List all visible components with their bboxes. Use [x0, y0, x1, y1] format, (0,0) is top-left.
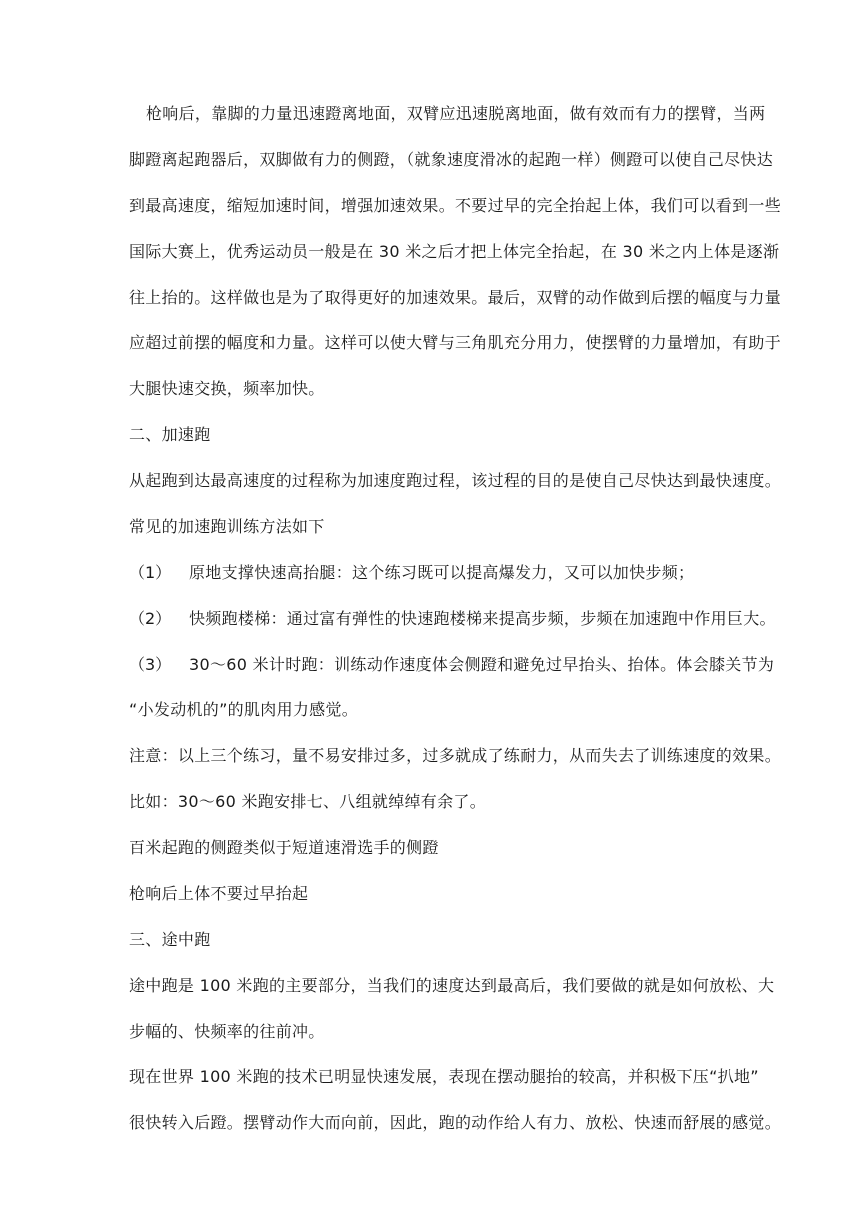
list-text: 原地支撑快速高抬腿：这个练习既可以提高爆发力，又可以加快步频；	[189, 563, 695, 582]
paragraph-line: 常见的加速跑训练方法如下	[129, 517, 325, 536]
paragraph-line: 枪响后，靠脚的力量迅速蹬离地面，双臂应迅速脱离地面，做有效而有力的摆臂，当两	[146, 104, 766, 123]
section-heading: 二、加速跑	[129, 425, 211, 444]
section-heading: 三、途中跑	[129, 930, 211, 949]
note-line: 注意：以上三个练习，量不易安排过多，过多就成了练耐力，从而失去了训练速度的效果。	[129, 746, 782, 765]
list-number: （3）	[129, 655, 172, 674]
paragraph-line: 从起跑到达最高速度的过程称为加速度跑过程，该过程的目的是使自己尽快达到最快速度。	[129, 471, 782, 490]
paragraph-line: 步幅的、快频率的往前冲。	[129, 1022, 325, 1041]
note-line: 比如：30～60 米跑安排七、八组就绰绰有余了。	[129, 792, 487, 811]
paragraph-line: 应超过前摆的幅度和力量。这样可以使大臂与三角肌充分用力，使摆臂的力量增加，有助于	[129, 333, 782, 352]
list-number: （1）	[129, 563, 172, 582]
paragraph-line: 现在世界 100 米跑的技术已明显快速发展，表现在摆动腿抬的较高，并积极下压“扒地”	[129, 1067, 759, 1086]
paragraph-line: 脚蹬离起跑器后，双脚做有力的侧蹬，（就象速度滑冰的起跑一样）侧蹬可以使自己尽快达	[129, 150, 774, 169]
list-text: 30～60 米计时跑：训练动作速度体会侧蹬和避免过早抬头、抬体。体会膝关节为	[189, 655, 775, 674]
list-text: 快频跑楼梯：通过富有弹性的快速跑楼梯来提高步频，步频在加速跑中作用巨大。	[189, 609, 776, 628]
list-number: （2）	[129, 609, 172, 628]
paragraph-line: “小发动机的”的肌肉用力感觉。	[129, 700, 359, 719]
paragraph-line: 途中跑是 100 米跑的主要部分，当我们的速度达到最高后，我们要做的就是如何放松、大	[129, 976, 775, 995]
paragraph-line: 很快转入后蹬。摆臂动作大而向前，因此，跑的动作给人有力、放松、快速而舒展的感觉。	[129, 1113, 782, 1132]
paragraph-line: 国际大赛上，优秀运动员一般是在 30 米之后才把上体完全抬起，在 30 米之内上体是逐渐	[129, 242, 780, 261]
paragraph-line: 往上抬的。这样做也是为了取得更好的加速效果。最后，双臂的动作做到后摆的幅度与力量	[129, 288, 782, 307]
paragraph-line: 到最高速度，缩短加速时间，增强加速效果。不要过早的完全抬起上体，我们可以看到一些	[129, 196, 782, 215]
caption-line: 枪响后上体不要过早抬起	[129, 884, 309, 903]
caption-line: 百米起跑的侧蹬类似于短道速滑选手的侧蹬	[129, 838, 439, 857]
paragraph-line: 大腿快速交换，频率加快。	[129, 379, 325, 398]
